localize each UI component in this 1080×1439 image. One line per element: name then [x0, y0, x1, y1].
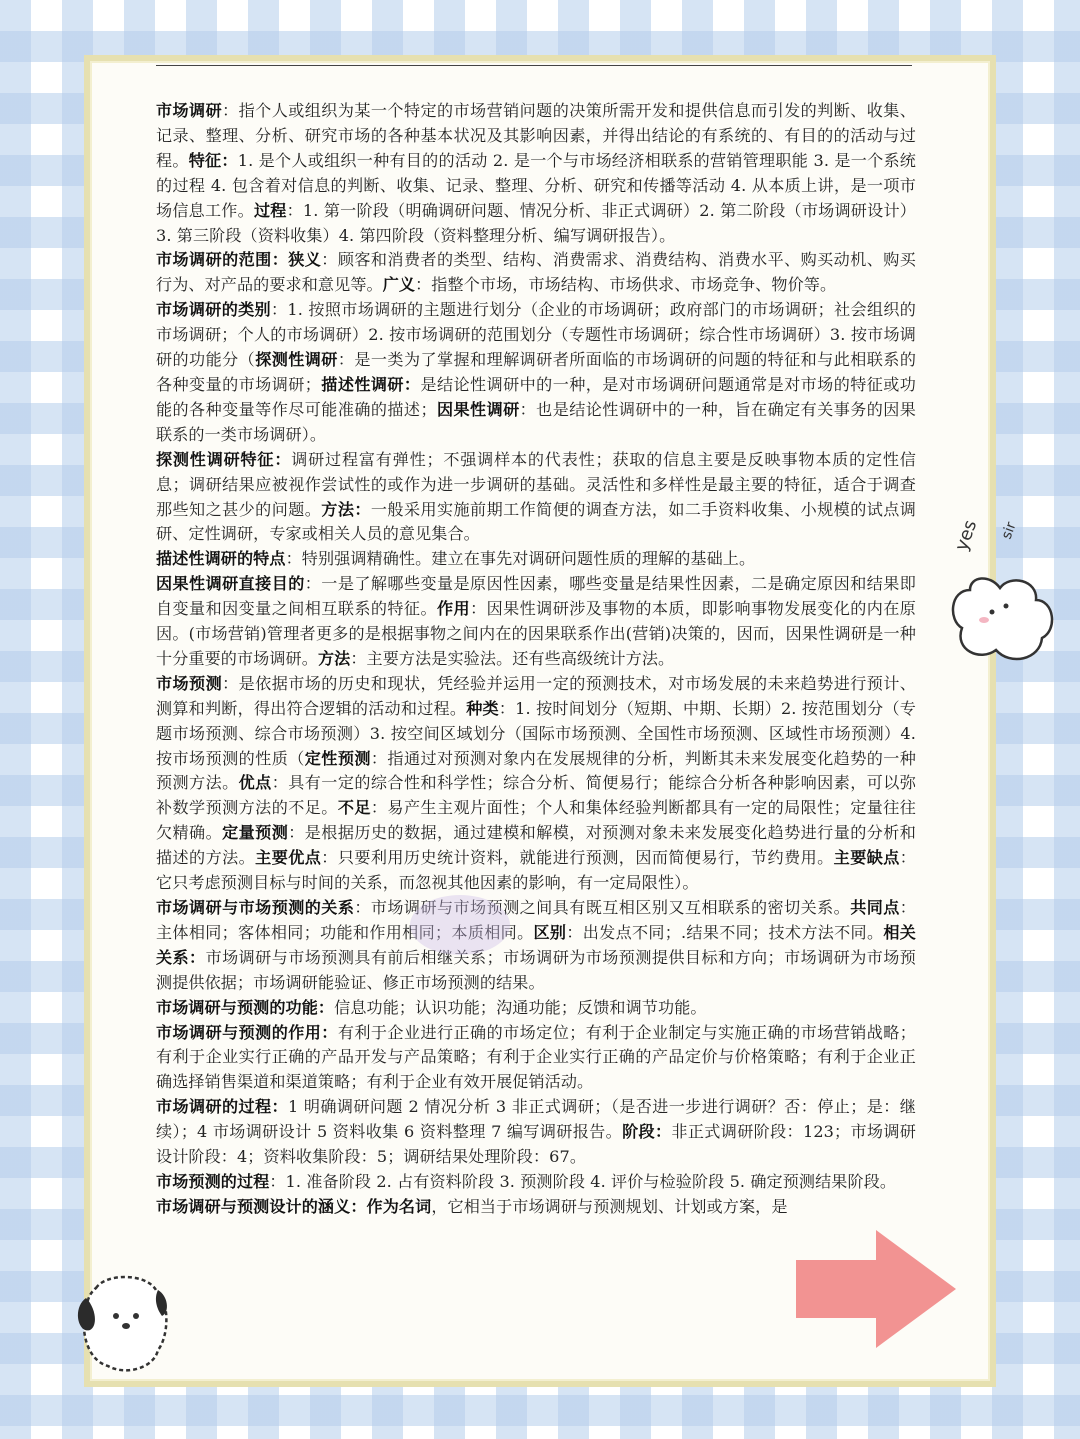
term-heading: 种类: [466, 698, 499, 718]
sticker-watermark-icon: [400, 880, 520, 970]
body-text: ：一是了解哪些变量是原因性因素，哪些变量是结果性因素，二是确定原因和结果即自变量和因变量之间相互联系的特征。: [156, 574, 916, 619]
term-heading: 探测性调研特征：: [156, 449, 292, 469]
paragraph: [156, 1021, 916, 1096]
paragraph: [156, 298, 916, 447]
paragraph: [156, 1170, 916, 1195]
body-text: ：市场调研与市场预测之间具有既互相区别又互相联系的密切关系。: [354, 898, 851, 917]
body-text: ：易产生主观片面性；个人和集体经验判断都具有一定的局限性；定量往往欠精确。: [156, 798, 916, 843]
body-text: ：1. 按照市场调研的主题进行划分（企业的市场调研；政府部门的市场调研；社会组织的市场调研；个人的市场调研）2. 按市场调研的范围划分（专题性市场调研；综合性市场调研）3. 按市场调研的功能分（: [156, 300, 916, 370]
term-heading: 不足: [337, 798, 371, 818]
note-frame: [84, 55, 996, 1387]
body-text: 1. 是个人或组织一种有目的的活动 2. 是一个与市场经济相联系的营销管理职能 3. 是一个系统的过程 4. 包含着对信息的判断、收集、记录、整理、分析、研究和传播等活动 4. 从本质上讲，是一项市场信息工作。: [156, 150, 916, 220]
term-heading: 定性预测: [304, 748, 371, 768]
term-heading: 阶段：: [622, 1122, 672, 1142]
body-text: ：指整个市场，市场结构、市场供求、市场竞争、物价等。: [415, 275, 837, 295]
body-text: 一般采用实施前期工作简便的调查方法，如二手资料收集、小规模的试点调研、定性调研，专家或相关人员的意见集合。: [156, 499, 916, 544]
body-text: ：是一类为了掌握和理解调研者所面临的市场调研的问题的特征和与此相联系的各种变量的市场调研；: [156, 350, 917, 394]
term-heading: 主要缺点: [833, 848, 900, 868]
body-text: ：1. 准备阶段 2. 占有资料阶段 3. 预测阶段 4. 评价与检验阶段 5. 确定预测结果阶段。: [269, 1171, 897, 1191]
term-heading: 作为名词: [366, 1196, 432, 1216]
term-heading: 过程: [253, 200, 287, 220]
body-text: ：主要方法是实验法。还有些高级统计方法。: [350, 648, 675, 668]
term-heading: 市场预测的过程: [156, 1171, 270, 1191]
term-heading: 描述性调研：: [320, 374, 421, 394]
term-heading: 探测性调研: [255, 350, 338, 370]
body-text: 1 明确调研问题 2 情况分析 3 非正式调研；（是否进一步进行调研？否：停止；是：继续）；4 市场调研设计 5 资料收集 6 资料整理 7 编写调研报告。: [156, 1097, 916, 1142]
term-heading: 特征：: [188, 150, 238, 170]
term-heading: 定量预测: [222, 823, 289, 843]
term-heading: 市场调研的过程：: [156, 1097, 289, 1117]
body-text: ：具有一定的综合性和科学性；综合分析、简便易行；能综合分析各种影响因素，可以弥补数学预测方法的不足。: [156, 773, 917, 818]
body-text: ：因果性调研涉及事物的本质，即影响事物发展变化的内在原因。(市场营销)管理者更多的是根据事物之间内在的因果联系作出(营销)决策的，因而，因果性调研是一种十分重要的市场调研。: [156, 599, 917, 668]
term-heading: 市场调研与市场预测的关系: [156, 898, 355, 917]
cloud-text-2: sir: [998, 519, 1020, 542]
paragraph: [156, 1195, 916, 1220]
term-heading: 方法: [317, 648, 351, 668]
body-text: ：也是结论性调研中的一种，旨在确定有关事务的因果联系的一类市场调研）。: [156, 399, 916, 444]
term-heading: 市场调研的类别: [156, 300, 271, 320]
body-text: 信息功能；认识功能；沟通功能；反馈和调节功能。: [334, 997, 707, 1017]
paragraph: [156, 996, 916, 1021]
body-text: 市场调研与市场预测具有前后相继关系；市场调研为市场预测提供目标和方向；市场调研为市场预测提供依据；市场调研能验证、修正市场预测的结果。: [156, 947, 916, 992]
arrow-right-icon: [796, 1230, 956, 1348]
term-heading: 作用: [437, 599, 471, 619]
term-heading: 市场调研与预测设计的涵义：: [156, 1196, 367, 1216]
term-heading: 市场调研: [156, 101, 223, 120]
body-text: ：只要利用历史统计资料，就能进行预测，因而简便易行，节约费用。: [321, 848, 834, 868]
term-heading: 因果性调研直接目的: [156, 574, 305, 594]
term-heading: 广义: [382, 275, 416, 295]
cloud-mascot-icon: [940, 500, 1058, 670]
body-text: ：顾客和消费者的类型、结构、消费需求、消费结构、消费水平、购买动机、购买行为、对产品的要求和意见等。: [156, 250, 916, 295]
paragraph: [156, 248, 916, 298]
top-rule: [156, 65, 912, 66]
term-heading: 因果性调研: [436, 399, 520, 419]
term-heading: 狭义: [288, 250, 322, 270]
term-heading: 相关关系：: [156, 922, 916, 967]
term-heading: 区别: [533, 922, 567, 942]
puppy-mascot-icon: [76, 1268, 172, 1378]
paragraph: [156, 672, 916, 896]
paragraph: [156, 547, 916, 572]
body-text: ：出发点不同；.结果不同；技术方法不同。: [566, 922, 884, 942]
body-text: ：指通过对预测对象内在发展规律的分析，判断其未来发展变化趋势的一种预测方法。: [156, 748, 916, 793]
paragraph: [156, 99, 916, 248]
body-text: ：是依据市场的历史和现状，凭经验并运用一定的预测技术，对市场发展的未来趋势进行预计、测算和判断，得出符合逻辑的活动和过程。: [156, 673, 916, 718]
body-text: ：是根据历史的数据，通过建模和解模，对预测对象未来发展变化趋势进行量的分析和描述的方法。: [156, 823, 916, 868]
body-text: 有利于企业进行正确的市场定位；有利于企业制定与实施正确的市场营销战略；有利于企业实行正确的产品开发与产品策略；有利于企业实行正确的产品定价与价格策略；有利于企业正确选择销售渠道和渠道策略；有利于企业有效开展促销活动。: [156, 1022, 917, 1092]
paragraph: [156, 1095, 916, 1170]
term-heading: 方法：: [321, 499, 371, 519]
body-text: 是结论性调研中的一种，是对市场调研问题通常是对市场的特征或功能的各种变量等作尽可能准确的描述；: [156, 374, 916, 419]
body-text: ：1. 第一阶段（明确调研问题、情况分析、非正式调研）2. 第二阶段（市场调研设计）3. 第三阶段（资料收集）4. 第四阶段（资料整理分析、编写调研报告）。: [156, 200, 916, 245]
body-text: ，它相当于市场调研与预测规划、计划或方案，是: [431, 1196, 788, 1216]
term-heading: 优点: [238, 773, 272, 793]
paragraph: [156, 572, 916, 672]
body-text: ：特别强调精确性。建立在事先对调研问题性质的理解的基础上。: [285, 549, 756, 569]
cloud-text: yes: [950, 517, 982, 554]
term-heading: 市场预测: [156, 673, 223, 693]
term-heading: 共同点: [850, 898, 900, 917]
body-text: 非正式调研阶段：123；市场调研设计阶段：4；资料收集阶段：5；调研结果处理阶段：67。: [156, 1122, 916, 1167]
term-heading: 主要优点: [255, 848, 322, 868]
paragraph: [156, 896, 916, 996]
term-heading: 描述性调研的特点: [156, 549, 286, 569]
body-text: ：指个人或组织为某一个特定的市场营销问题的决策所需开发和提供信息而引发的判断、收集、记录、整理、分析、研究市场的各种基本状况及其影响因素，并得出结论的有系统的、有目的的活动与过程。: [156, 101, 916, 170]
paragraph: [156, 448, 916, 548]
term-heading: 市场调研的范围：: [156, 250, 289, 270]
body-text: 调研过程富有弹性；不强调样本的代表性；获取的信息主要是反映事物本质的定性信息；调研结果应被视作尝试性的或作为进一步调研的基础。灵活性和多样性是最主要的特征，适合于调查那些知之甚少的问题。: [156, 449, 916, 519]
note-body: [156, 99, 916, 1220]
body-text: ：主体相同；客体相同；功能和作用相同；本质相同。: [156, 898, 916, 942]
term-heading: 市场调研与预测的作用：: [156, 1022, 338, 1042]
term-heading: 市场调研与预测的功能：: [156, 997, 335, 1017]
body-text: ：1. 按时间划分（短期、中期、长期）2. 按范围划分（专题市场预测、综合市场预测）3. 按空间区域划分（国际市场预测、全国性市场预测、区域性市场预测）4. 按市场预测的性质（: [156, 698, 916, 768]
body-text: ：它只考虑预测目标与时间的关系，而忽视其他因素的影响，有一定局限性）。: [156, 848, 916, 893]
